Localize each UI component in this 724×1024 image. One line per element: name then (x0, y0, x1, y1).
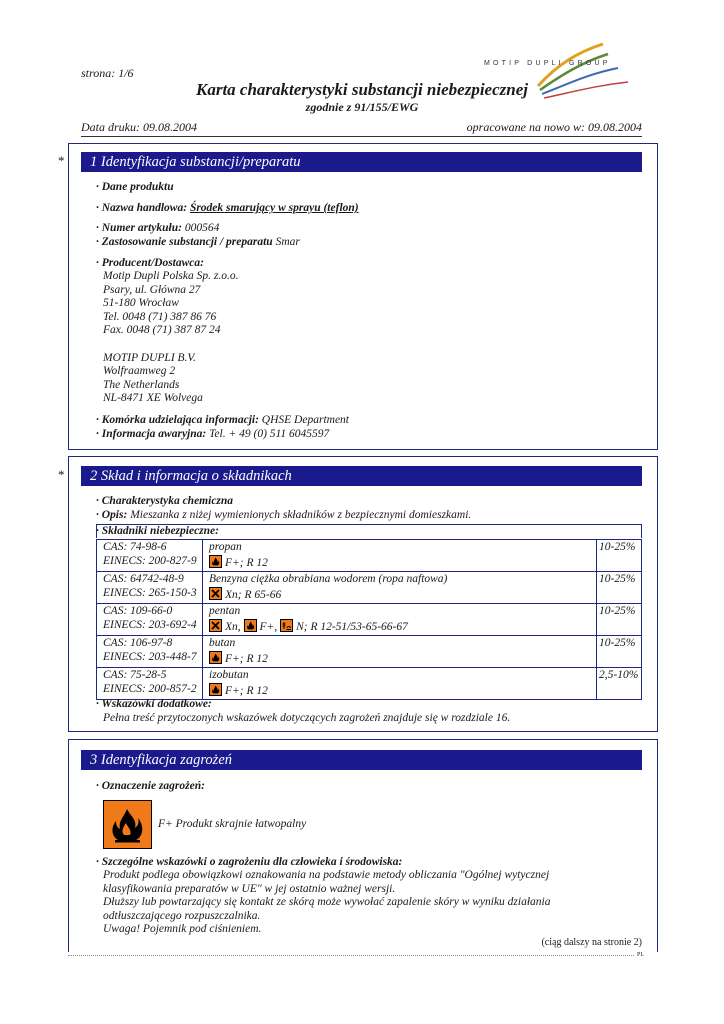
document-subtitle: zgodnie z 91/155/EWG (305, 100, 419, 114)
szczegolne-line: Uwaga! Pojemnik pod ciśnieniem. (103, 923, 262, 935)
harmful-cross-icon (209, 587, 222, 600)
cas-number: CAS: 64742-48-9 (103, 573, 184, 585)
einecs-number: EINECS: 200-857-2 (103, 682, 197, 695)
numer-artykulu: · Numer artykułu: 000564 (96, 222, 220, 234)
skladniki-label: · Składniki niebezpieczne: (96, 525, 219, 537)
producent2-line: MOTIP DUPLI B.V. (103, 352, 196, 364)
oznaczenie-label: · Oznaczenie zagrożeń: (96, 780, 205, 792)
producent2-line: NL-8471 XE Wolvega (103, 392, 203, 404)
einecs-number: EINECS: 203-448-7 (103, 650, 197, 663)
cas-einecs-cell (97, 540, 203, 572)
producent-line: Psary, ul. Główna 27 (103, 284, 201, 296)
flame-pictogram-icon (103, 800, 152, 849)
producent-line: Fax. 0048 (71) 387 87 24 (103, 324, 221, 336)
cas-number: CAS: 74-98-6 (103, 541, 167, 553)
nazwa-handlowa: · Nazwa handlowa: Środek smarujący w sprayu (teflon) (96, 202, 359, 214)
section1-title: 1 Identyfikacja substancji/preparatu (81, 152, 642, 172)
cas-number: CAS: 106-97-8 (103, 637, 173, 649)
section2-revision-star: * (58, 467, 65, 482)
classification: F+; R 12 (225, 684, 268, 697)
component-cell (203, 668, 597, 700)
table-row (97, 572, 642, 604)
document-title: Karta charakterystyki substancji niebezpiecznej (196, 80, 528, 99)
classification-part: F+, (259, 620, 278, 633)
component-name: pentan (209, 605, 241, 617)
einecs-number: EINECS: 265-150-3 (103, 586, 197, 599)
szczegolne-line: klasyfikowania preparatów w UE" w jej ostatnio ważnej wersji. (103, 883, 396, 895)
charakterystyka-chemiczna: · Charakterystyka chemiczna (96, 495, 234, 507)
component-cell (203, 572, 597, 604)
cas-einecs-cell (97, 668, 203, 700)
flame-icon (209, 683, 222, 696)
skladniki-header-frame (96, 524, 642, 538)
wskazowki-label: · Wskazówki dodatkowe: (96, 698, 212, 710)
revised-date: opracowane na nowo w: 09.08.2004 (466, 120, 642, 134)
percentage-cell: 10-25% (597, 636, 642, 668)
table-row (97, 636, 642, 668)
footer-dotted-line (68, 955, 634, 956)
cas-number: CAS: 75-28-5 (103, 669, 167, 681)
flame-icon (244, 619, 257, 632)
page-number: strona: 1/6 (81, 66, 134, 80)
classification: F+; R 12 (225, 556, 268, 569)
component-name: izobutan (209, 669, 249, 681)
component-name: butan (209, 637, 236, 649)
komorka-informacji: · Komórka udzielająca informacji: QHSE Department (96, 414, 349, 426)
cas-number: CAS: 109-66-0 (103, 605, 173, 617)
szczegolne-line: odtłuszczającego rozpuszczalnika. (103, 910, 261, 922)
percentage-cell: 2,5-10% (597, 668, 642, 700)
continued-note: (ciąg dalszy na stronie 2) (541, 937, 642, 948)
percentage-cell: 10-25% (597, 604, 642, 636)
informacja-awaryjna: · Informacja awaryjna: Tel. + 49 (0) 511 6045597 (96, 428, 330, 440)
szczegolne-label: · Szczególne wskazówki o zagrożeniu dla człowieka i środowiska: (96, 856, 403, 868)
table-row (97, 540, 642, 572)
wskazowki-text: Pełna treść przytoczonych wskazówek dotyczących zagrożeń znajduje się w rozdziale 16. (103, 712, 511, 724)
cas-einecs-cell (97, 636, 203, 668)
percentage-cell: 10-25% (597, 572, 642, 604)
print-date: Data druku: 09.08.2004 (81, 120, 197, 134)
producent2-line: Wolfraamweg 2 (103, 365, 176, 377)
language-code: PL (637, 952, 645, 958)
flame-icon (209, 555, 222, 568)
section1-revision-star: * (58, 153, 65, 168)
einecs-number: EINECS: 203-692-4 (103, 618, 197, 631)
dane-produktu-label: · Dane produktu (96, 181, 174, 193)
component-cell (203, 540, 597, 572)
classification: Xn; R 65-66 (225, 588, 282, 601)
szczegolne-line: Dłuższy lub powtarzający się kontakt ze skórą może wywołać zapalenie skóry w wyniku działania (103, 896, 551, 908)
component-cell (203, 604, 597, 636)
cas-einecs-cell (97, 572, 203, 604)
zastosowanie: · Zastosowanie substancji / preparatu Smar (96, 236, 300, 248)
table-row (97, 668, 642, 700)
section3-title: 3 Identyfikacja zagrożeń (81, 750, 642, 770)
classification-part: N; R 12-51/53-65-66-67 (296, 620, 408, 633)
header-divider (81, 136, 642, 137)
einecs-number: EINECS: 200-827-9 (103, 554, 197, 567)
table-row (97, 604, 642, 636)
percentage-cell: 10-25% (597, 540, 642, 572)
cas-einecs-cell (97, 604, 203, 636)
component-name: propan (209, 541, 242, 553)
pictogram-caption: F+ Produkt skrajnie łatwopalny (158, 818, 307, 830)
producent2-line: The Netherlands (103, 379, 180, 391)
component-cell (203, 636, 597, 668)
szczegolne-line: Produkt podlega obowiązkowi oznakowania na podstawie metody obliczania "Ogólnej wytycznej (103, 869, 550, 881)
producent-label: · Producent/Dostawca: (96, 257, 204, 269)
section2-title: 2 Skład i informacja o składnikach (81, 466, 642, 486)
opis: · Opis: Mieszanka z niżej wymienionych składników z bezpiecznymi domieszkami. (96, 509, 472, 521)
environment-icon (280, 619, 293, 632)
hazardous-components-table (96, 539, 642, 700)
classification: F+; R 12 (225, 652, 268, 665)
classification-part: Xn, (225, 620, 241, 633)
flame-icon (209, 651, 222, 664)
component-name: Benzyna ciężka obrabiana wodorem (ropa naftowa) (209, 573, 448, 585)
producent-line: Tel. 0048 (71) 387 86 76 (103, 311, 217, 323)
producent-line: 51-180 Wrocław (103, 297, 179, 309)
logo-text: MOTIP DUPLI GROUP (484, 60, 611, 67)
harmful-cross-icon (209, 619, 222, 632)
producent-line: Motip Dupli Polska Sp. z.o.o. (103, 270, 239, 282)
